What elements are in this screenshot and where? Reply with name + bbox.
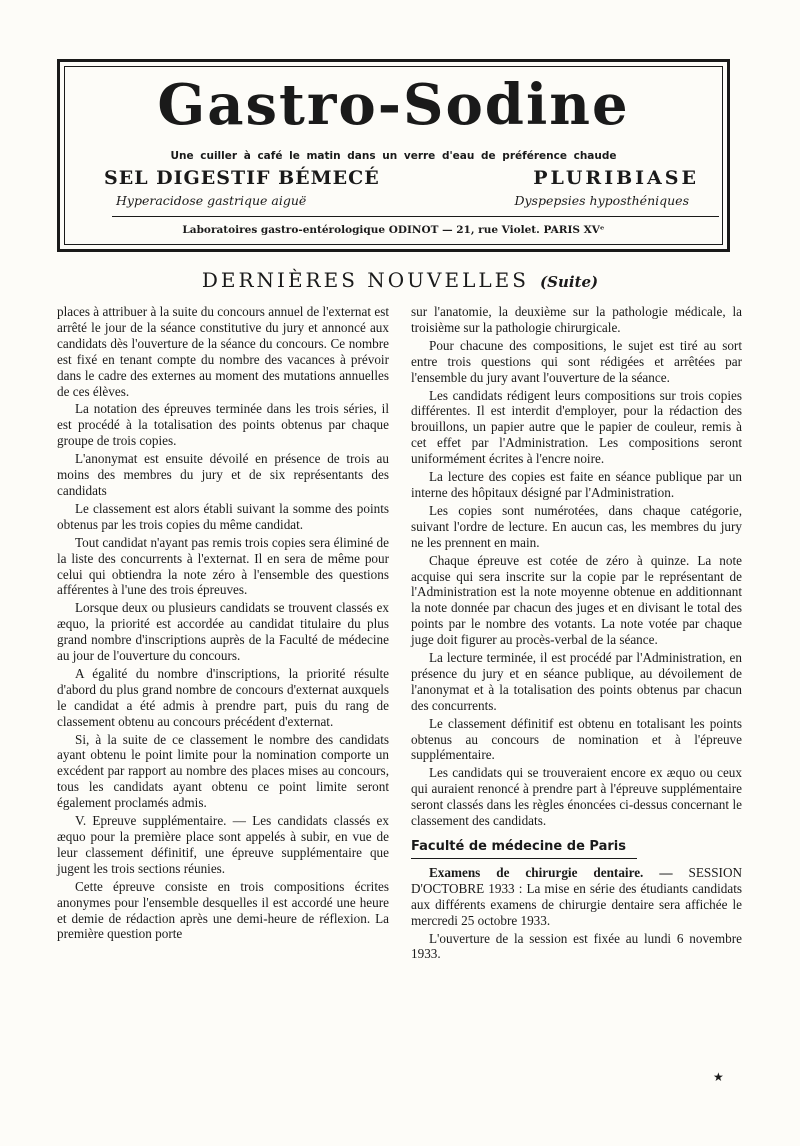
right-column bbox=[411, 304, 742, 964]
paragraph: La lecture des copies est faite en séance publique par un interne des hôpitaux désigné par l'Administration. bbox=[411, 469, 742, 500]
ad-subtitle-right: Dyspepsies hyposthéniques bbox=[514, 193, 689, 208]
paragraph: places à attribuer à la suite du concours annuel de l'externat est arrêté le jour de la séance constitutive du jury et annoncé aux candidats dès l'ouverture de la séance du concours. Ce nombre est fixé en tenant compte du nombre des vacances à prévoir dans le cadre des externes au moment des mutations annuelles de ces élèves. bbox=[57, 304, 389, 399]
section-title: DERNIÈRES NOUVELLES bbox=[201, 268, 529, 292]
paragraph: Les candidats rédigent leurs compositions sur trois copies différentes. Il est interdit d'employer, pour la rédaction des brouillons, un papier autre que le papier de couleur, remis à cet effet par l'Administration. Les compositions seront uniformément écrites à l'encre noire. bbox=[411, 387, 742, 467]
ad-product-right: PLURIBIASE bbox=[533, 167, 699, 189]
paragraph: Les copies sont numérotées, dans chaque catégorie, suivant l'ordre de lecture. En aucun cas, les membres du jury ne les prennent en main. bbox=[411, 502, 742, 550]
ad-tagline: Une cuiller à café le matin dans un verre d'eau de préférence chaude bbox=[170, 150, 617, 162]
paragraph: Pour chacune des compositions, le sujet est tiré au sort entre trois questions qui sont rédigées et arrêtées par l'ensemble du jury avant l'ouverture de la séance. bbox=[411, 337, 742, 385]
faculty-exam-paragraph bbox=[411, 865, 742, 929]
ad-product-left: SEL DIGESTIF BÉMECÉ bbox=[104, 167, 380, 189]
paragraph: Lorsque deux ou plusieurs candidats se trouvent classés ex æquo, la priorité est accordée au candidat titulaire du plus grand nombre d'inscriptions auprès de la Faculté de médecine au jour de l'ouverture du concours. bbox=[57, 600, 389, 664]
paragraph: La notation des épreuves terminée dans les trois séries, il est procédé à la totalisation des points obtenus par chaque groupe de trois copies. bbox=[57, 401, 389, 449]
ad-brand-title: Gastro-Sodine bbox=[157, 72, 630, 138]
ad-divider bbox=[112, 216, 719, 217]
section-suite: (Suite) bbox=[540, 273, 599, 291]
paragraph: V. Epreuve supplémentaire. — Les candidats classés ex æquo pour la première place sont appelés à subir, en vue de leur classement définitif, une épreuve supplémentaire que jugent les trois sections réunies. bbox=[57, 813, 389, 876]
footer-star-mark: ★ bbox=[713, 1070, 724, 1084]
faculty-opening-paragraph: L'ouverture de la session est fixée au lundi 6 novembre 1933. bbox=[411, 930, 742, 962]
paragraph: A égalité du nombre d'inscriptions, la priorité résulte d'abord du plus grand nombre de concours d'externat auxquels le candidat a été admis à prendre part, puis du rang de classement obtenu au concours précédent d'externat. bbox=[57, 665, 389, 729]
left-column bbox=[57, 304, 389, 944]
exam-text: SESSION D'OCTOBRE 1933 : La mise en série des étudiants candidats aux différents examens de chirurgie dentaire sera affichée le mercredi 25 octobre 1933. bbox=[411, 864, 742, 928]
paragraph: Cette épreuve consiste en trois compositions écrites anonymes pour l'ensemble desquelles il est accordé une heure et demie de rédaction après une demi-heure de réflexion. La première question porte bbox=[57, 878, 389, 942]
paragraph: Les candidats qui se trouveraient encore ex æquo ou ceux qui auraient renoncé à prendre part à l'épreuve supplémentaire seront classés dans les règles énoncées ci-dessus concernant le classement des candidats. bbox=[411, 765, 742, 829]
section-heading bbox=[0, 268, 800, 292]
paragraph: sur l'anatomie, la deuxième sur la pathologie médicale, la troisième sur la pathologie chirurgicale. bbox=[411, 304, 742, 335]
paragraph: La lecture terminée, il est procédé par l'Administration, en présence du jury et en séance publique, au dévoilement de l'anonymat et à la totalisation des points obtenus par chacun des concurrents. bbox=[411, 650, 742, 713]
exam-title: Examens de chirurgie dentaire. — bbox=[429, 864, 673, 880]
faculty-heading: Faculté de médecine de Paris bbox=[411, 839, 637, 859]
paragraph: Le classement définitif est obtenu en totalisant les points obtenus au concours de nomination et à l'épreuve supplémentaire. bbox=[411, 715, 742, 763]
advertisement-box bbox=[57, 59, 730, 252]
paragraph: Chaque épreuve est cotée de zéro à quinze. La note acquise qui sera inscrite sur la copie par le représentant de l'Administration est la note moyenne obtenue en additionnant la note donnée par chacun des juges et en divisant le total des points par le nombre des votants. La note votée par chaque juge doit figurer au procès-verbal de la séance. bbox=[411, 552, 742, 648]
ad-subtitle-left: Hyperacidose gastrique aiguë bbox=[116, 193, 307, 208]
paragraph: Le classement est alors établi suivant la somme des points obtenus par les trois copies du même candidat. bbox=[57, 500, 389, 532]
paragraph: Si, à la suite de ce classement le nombre des candidats ayant obtenu le point limite pour la nomination comporte un excédent par rapport au nombre des places mises au concours, tous les candidats ayant obtenu ce point limite seront également proclamés admis. bbox=[57, 731, 389, 811]
paragraph: L'anonymat est ensuite dévoilé en présence de trois au moins des membres du jury et de six représentants des candidats bbox=[57, 451, 389, 498]
ad-laboratory-line: Laboratoires gastro-entérologique ODINOT — 21, rue Violet. PARIS XVᵉ bbox=[182, 224, 605, 236]
paragraph: Tout candidat n'ayant pas remis trois copies sera éliminé de la liste des concurrents à l'externat. Il en sera de même pour celui qui obtiendra la note zéro à l'ensemble des questions afférentes à l'une des trois épreuves. bbox=[57, 534, 389, 598]
